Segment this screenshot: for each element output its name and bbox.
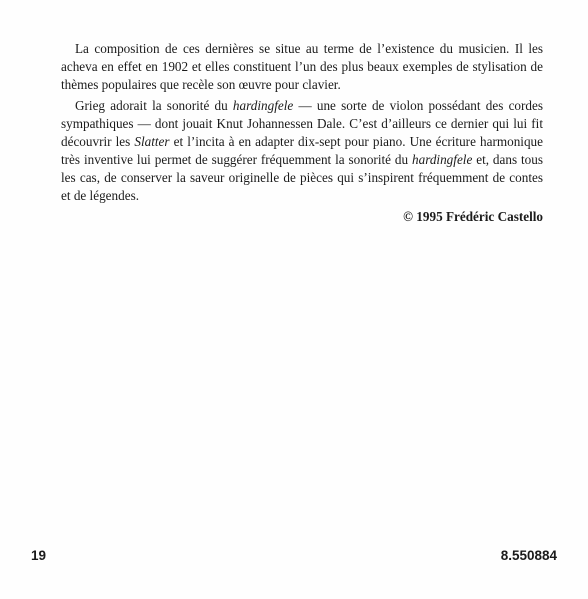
page-number: 19 <box>31 548 47 563</box>
paragraph-2 <box>61 97 543 205</box>
paragraph-1 <box>61 40 543 94</box>
author-signature: © 1995 Frédéric Castello <box>403 209 543 224</box>
catalog-number: 8.550884 <box>500 548 557 563</box>
paragraph-2-text: et, dans tous les cas, de conserver la saveur originelle de pièces qui s’inspirent fréquemment de contes et de légendes. <box>61 152 543 203</box>
article-text <box>61 40 543 226</box>
paragraph-2-text: — une sorte de violon possédant des cordes sympathiques — dont jouait Knut Johannessen Dale. C’est d’ailleurs ce dernier qui lui fit découvrir les <box>61 98 543 149</box>
paragraph-2-text: et l’incita à en adapter dix-sept pour piano. Une écriture harmonique très inventive lui permet de suggérer fréquemment la sonorité du <box>61 134 543 167</box>
paragraph-2-text: Grieg adorait la sonorité du <box>75 98 233 113</box>
paragraph-1-text: La composition de ces dernières se situe au terme de l’existence du musicien. Il les acheva en effet en 1902 et elles constituent l’un des plus beaux exemples de stylisation de thèmes populaires que recèle son œuvre pour clavier. <box>61 41 543 92</box>
term-slatter: Slatter <box>134 134 170 149</box>
term-hardingfele: hardingfele <box>412 152 473 167</box>
term-hardingfele: hardingfele <box>232 98 294 113</box>
